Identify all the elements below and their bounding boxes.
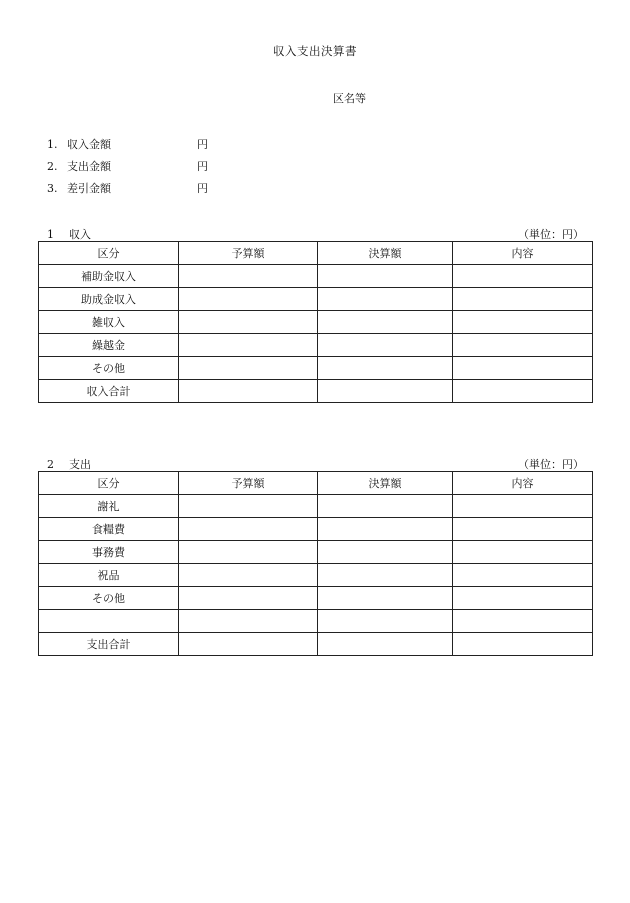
budget-cell[interactable]: [179, 587, 318, 610]
section-title: 支出: [69, 458, 91, 471]
row-label: その他: [39, 587, 179, 610]
actual-cell[interactable]: [318, 380, 453, 403]
detail-cell[interactable]: [453, 288, 593, 311]
table-row: [39, 610, 593, 633]
budget-cell[interactable]: [179, 564, 318, 587]
expense-section-heading: [47, 456, 592, 472]
summary-line-balance: [47, 180, 208, 196]
section-number: 2: [47, 458, 54, 471]
actual-cell[interactable]: [318, 564, 453, 587]
actual-cell[interactable]: [318, 518, 453, 541]
summary-num: 2.: [47, 160, 58, 173]
summary-num: 3.: [47, 182, 58, 195]
actual-cell[interactable]: [318, 633, 453, 656]
expense-table: [38, 471, 593, 656]
row-label: 謝礼: [39, 495, 179, 518]
summary-unit: 円: [197, 182, 208, 195]
actual-cell[interactable]: [318, 587, 453, 610]
table-header-row: [39, 242, 593, 265]
actual-cell[interactable]: [318, 610, 453, 633]
detail-cell[interactable]: [453, 495, 593, 518]
actual-cell[interactable]: [318, 357, 453, 380]
detail-cell[interactable]: [453, 265, 593, 288]
summary-label: 支出金額: [67, 160, 111, 173]
unit-note: （単位：円）: [518, 458, 584, 471]
row-label: 事務費: [39, 541, 179, 564]
detail-cell[interactable]: [453, 610, 593, 633]
budget-cell[interactable]: [179, 633, 318, 656]
budget-cell[interactable]: [179, 265, 318, 288]
detail-cell[interactable]: [453, 541, 593, 564]
page-title: 収入支出決算書: [273, 44, 357, 58]
budget-cell[interactable]: [179, 380, 318, 403]
column-header: 区分: [39, 472, 179, 495]
table-row: [39, 564, 593, 587]
summary-label: 差引金額: [67, 182, 111, 195]
row-label: その他: [39, 357, 179, 380]
summary-line-expense: [47, 158, 208, 174]
table-row: [39, 334, 593, 357]
section-title: 収入: [69, 228, 91, 241]
budget-cell[interactable]: [179, 288, 318, 311]
actual-cell[interactable]: [318, 311, 453, 334]
budget-cell[interactable]: [179, 610, 318, 633]
row-label: 収入合計: [39, 380, 179, 403]
detail-cell[interactable]: [453, 518, 593, 541]
budget-cell[interactable]: [179, 357, 318, 380]
income-section-heading: [47, 226, 592, 242]
income-table: [38, 241, 593, 403]
row-label: 繰越金: [39, 334, 179, 357]
detail-cell[interactable]: [453, 357, 593, 380]
table-row: [39, 587, 593, 610]
actual-cell[interactable]: [318, 288, 453, 311]
detail-cell[interactable]: [453, 564, 593, 587]
table-row: [39, 495, 593, 518]
table-row: [39, 311, 593, 334]
row-label: 祝品: [39, 564, 179, 587]
column-header: 内容: [453, 472, 593, 495]
detail-cell[interactable]: [453, 334, 593, 357]
actual-cell[interactable]: [318, 541, 453, 564]
column-header: 区分: [39, 242, 179, 265]
row-label: 食糧費: [39, 518, 179, 541]
row-label: 支出合計: [39, 633, 179, 656]
column-header: 予算額: [179, 242, 318, 265]
budget-cell[interactable]: [179, 495, 318, 518]
row-label: 補助金収入: [39, 265, 179, 288]
detail-cell[interactable]: [453, 380, 593, 403]
table-row: [39, 357, 593, 380]
summary-unit: 円: [197, 160, 208, 173]
section-number: 1: [47, 228, 54, 241]
summary-line-income: [47, 136, 208, 152]
table-total-row: [39, 380, 593, 403]
column-header: 内容: [453, 242, 593, 265]
actual-cell[interactable]: [318, 495, 453, 518]
budget-cell[interactable]: [179, 518, 318, 541]
table-row: [39, 288, 593, 311]
org-label: 区名等: [333, 92, 366, 105]
column-header: 決算額: [318, 242, 453, 265]
budget-cell[interactable]: [179, 311, 318, 334]
column-header: 予算額: [179, 472, 318, 495]
row-label: 助成金収入: [39, 288, 179, 311]
row-label[interactable]: [39, 610, 179, 633]
actual-cell[interactable]: [318, 334, 453, 357]
row-label: 雑収入: [39, 311, 179, 334]
unit-note: （単位：円）: [518, 228, 584, 241]
detail-cell[interactable]: [453, 633, 593, 656]
table-row: [39, 265, 593, 288]
budget-cell[interactable]: [179, 541, 318, 564]
summary-num: 1.: [47, 138, 58, 151]
summary-unit: 円: [197, 138, 208, 151]
detail-cell[interactable]: [453, 311, 593, 334]
table-header-row: [39, 472, 593, 495]
summary-label: 収入金額: [67, 138, 111, 151]
budget-cell[interactable]: [179, 334, 318, 357]
actual-cell[interactable]: [318, 265, 453, 288]
detail-cell[interactable]: [453, 587, 593, 610]
table-row: [39, 518, 593, 541]
column-header: 決算額: [318, 472, 453, 495]
table-row: [39, 541, 593, 564]
table-total-row: [39, 633, 593, 656]
